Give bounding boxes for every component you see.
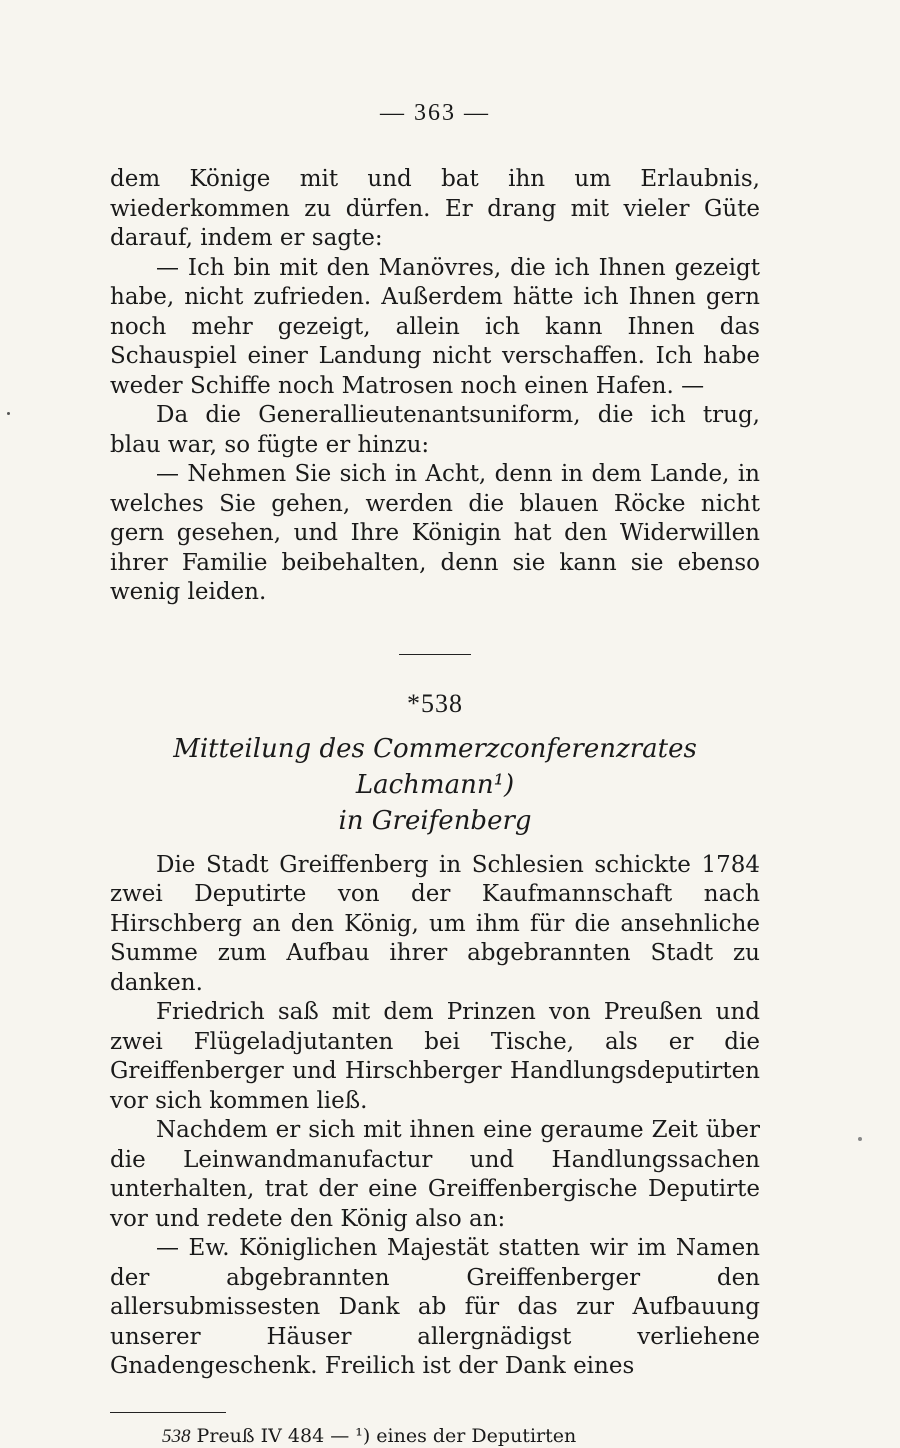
paragraph: Die Stadt Greiffenberg in Schlesien schickte 1784 zwei Deputirte von der Kaufmannschaft nach Hirschberg an den König, um ihm für die ansehnliche Summe zum Aufbau ihrer abgebrannten Stadt zu danken. [110, 851, 760, 996]
book-page [110, 100, 760, 1448]
paragraph-quote: — Ew. Königlichen Majestät statten wir im Namen der abgebrannten Greiffenberger den allersubmissesten Dank ab für das zur Aufbauung unserer Häuser allergnädigst verliehene Gnadengeschenk. Freilich ist der Dank eines [110, 1235, 760, 1379]
page-number: — 363 — [380, 100, 490, 126]
footnote-text: Preuß IV 484 — ¹) eines der Deputirten [196, 1424, 577, 1447]
footnote-rule [110, 1412, 226, 1413]
paragraph-quote: — Ich bin mit den Manövres, die ich Ihnen gezeigt habe, nicht zufrieden. Außerdem hätte ich Ihnen gern noch mehr gezeigt, allein ich kann Ihnen das Schauspiel einer Landung nicht verschaffen. Ich habe weder Schiffe noch Matrosen noch einen Hafen. — [110, 254, 760, 399]
section-title-line: Mitteilung des Commerzconferenzrates Lachmann¹) [173, 733, 697, 800]
paragraph: Friedrich saß mit dem Prinzen von Preußen und zwei Flügeladjutanten bei Tische, als er die Greiffenberger und Hirschberger Handlungsdeputirten vor sich kommen ließ. [110, 999, 760, 1114]
section-divider [399, 654, 471, 655]
section-title [110, 731, 760, 839]
paragraph-quote: — Nehmen Sie sich in Acht, denn in dem Lande, in welches Sie gehen, werden die blauen Röcke nicht gern gesehen, und Ihre Königin hat den Widerwillen ihrer Familie beibehalten, denn sie kann sie ebenso wenig leiden. [110, 461, 760, 605]
section-number: *538 [407, 688, 463, 718]
paragraph: Da die Generallieutenantsuniform, die ich trug, blau war, so fügte er hinzu: [110, 402, 760, 458]
paragraph: Nachdem er sich mit ihnen eine geraume Zeit über die Leinwandmanufactur und Handlungssachen unterhalten, trat der eine Greiffenbergische Deputirte vor und redete den König also an: [110, 1117, 760, 1232]
scan-speck [858, 1137, 862, 1141]
paragraph-continuation: dem Könige mit und bat ihn um Erlaubnis, wiederkommen zu dürfen. Er drang mit vieler Güte darauf, indem er sagte: [110, 166, 760, 251]
section-title-line: in Greifenberg [338, 805, 532, 836]
footnote-number: 538 [162, 1425, 191, 1447]
footnote [162, 1425, 760, 1448]
scan-speck [7, 412, 10, 415]
